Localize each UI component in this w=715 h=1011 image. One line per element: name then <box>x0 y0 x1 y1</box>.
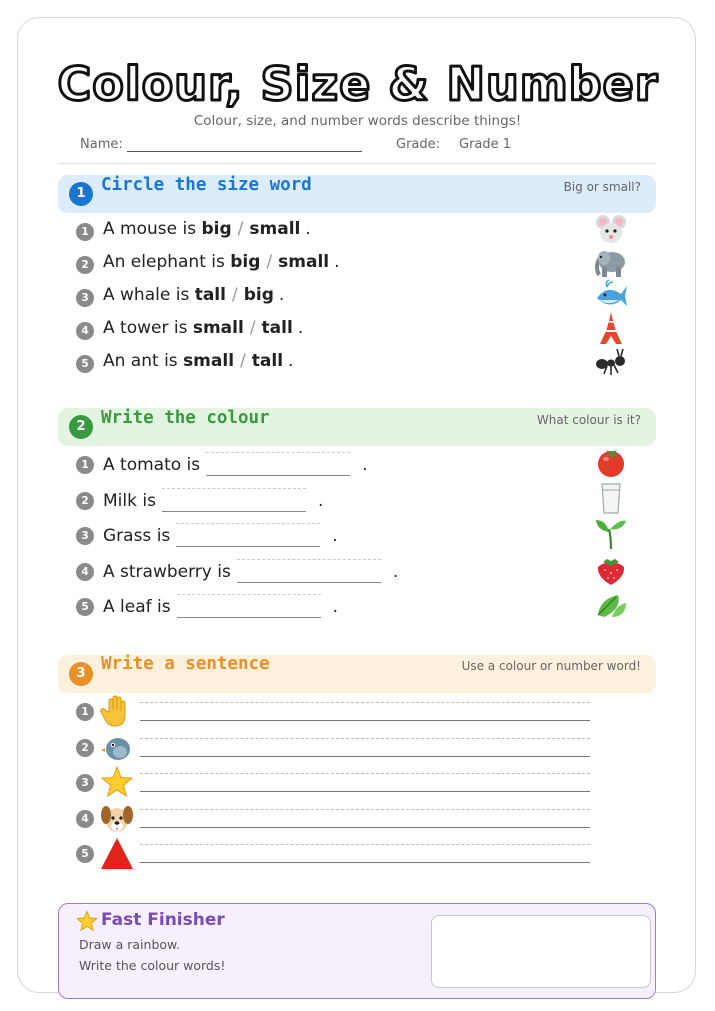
question-number: 2 <box>76 739 94 757</box>
size-option[interactable]: big <box>230 252 261 272</box>
grade-label: Grade: <box>396 137 441 152</box>
question-number: 3 <box>76 527 94 545</box>
answer-blank[interactable] <box>177 594 321 618</box>
question-prefix: An elephant is <box>103 252 225 272</box>
worksheet-title <box>0 40 715 120</box>
size-question <box>103 318 303 338</box>
tomato-icon <box>594 445 628 479</box>
size-option[interactable]: tall <box>251 351 284 371</box>
option-separator: / <box>237 219 244 239</box>
section1-hint: Big or small? <box>563 180 641 194</box>
question-number: 4 <box>76 322 94 340</box>
answer-blank[interactable] <box>237 559 381 583</box>
section3-title: Write a sentence <box>101 654 270 674</box>
question-prefix: A tower is <box>103 318 188 338</box>
question-number: 2 <box>76 492 94 510</box>
question-number: 3 <box>76 289 94 307</box>
writing-guide-line <box>140 738 590 739</box>
question-prefix: A mouse is <box>103 219 197 239</box>
question-prefix: An ant is <box>103 351 178 371</box>
section3-badge: 3 <box>69 662 93 686</box>
answer-blank[interactable] <box>206 452 350 476</box>
writing-line[interactable] <box>140 791 590 792</box>
elephant-icon <box>594 245 628 279</box>
subtitle: Colour, size, and number words describe things! <box>193 113 522 129</box>
section2-title: Write the colour <box>101 408 270 428</box>
section1-badge: 1 <box>69 182 93 206</box>
question-number: 4 <box>76 810 94 828</box>
grade-value: Grade 1 <box>459 137 512 152</box>
star-icon <box>76 910 98 932</box>
fast-finisher-line1: Draw a rainbow. <box>79 937 181 952</box>
name-field[interactable] <box>127 151 362 152</box>
section2-badge: 2 <box>69 415 93 439</box>
size-question <box>103 252 340 272</box>
title-text: Colour, Size & Number <box>57 57 659 111</box>
name-label: Name: <box>80 137 123 152</box>
sentence-end: . <box>334 252 340 272</box>
section3-hint: Use a colour or number word! <box>461 659 641 673</box>
hand-icon <box>100 694 134 728</box>
writing-line[interactable] <box>140 720 590 721</box>
writing-guide-line <box>140 844 590 845</box>
sentence-end: . <box>288 351 294 371</box>
mouse-icon <box>594 212 628 246</box>
colour-question <box>103 452 368 476</box>
size-option[interactable]: tall <box>194 285 226 305</box>
size-option[interactable]: big <box>201 219 232 239</box>
writing-line[interactable] <box>140 827 590 828</box>
size-question <box>103 219 311 239</box>
fast-finisher-line2: Write the colour words! <box>79 958 226 973</box>
question-number: 2 <box>76 256 94 274</box>
milk-icon <box>594 481 628 515</box>
question-number: 5 <box>76 355 94 373</box>
red-triangle-icon <box>100 836 134 870</box>
sentence-end: . <box>332 597 339 617</box>
colour-question <box>103 559 398 583</box>
size-option[interactable]: small <box>278 252 330 272</box>
writing-line[interactable] <box>140 862 590 863</box>
divider <box>58 163 656 164</box>
bird-icon <box>100 730 134 764</box>
question-number: 5 <box>76 598 94 616</box>
answer-blank[interactable] <box>162 488 306 512</box>
grass-icon <box>594 516 628 550</box>
question-prefix: Milk is <box>103 490 156 511</box>
strawberry-icon <box>594 552 628 586</box>
size-option[interactable]: small <box>249 219 301 239</box>
size-option[interactable]: small <box>192 318 244 338</box>
ant-icon <box>594 344 628 378</box>
question-number: 5 <box>76 845 94 863</box>
option-separator: / <box>240 351 246 371</box>
answer-blank[interactable] <box>176 523 320 547</box>
sentence-end: . <box>278 285 285 305</box>
leaf-icon <box>594 587 628 621</box>
sentence-end: . <box>392 561 399 582</box>
star-icon <box>100 765 134 799</box>
option-separator: / <box>266 252 273 272</box>
fast-finisher-title: Fast Finisher <box>101 910 225 930</box>
colour-question <box>103 523 338 547</box>
question-prefix: A tomato is <box>103 455 201 475</box>
question-prefix: Grass is <box>103 526 171 546</box>
question-number: 1 <box>76 703 94 721</box>
option-separator: / <box>231 285 238 305</box>
writing-guide-line <box>140 773 590 774</box>
colour-question <box>103 488 323 512</box>
sentence-end: . <box>332 526 338 546</box>
section1-title: Circle the size word <box>101 175 312 195</box>
question-prefix: A whale is <box>103 285 190 305</box>
question-number: 4 <box>76 563 94 581</box>
dog-icon <box>100 801 134 835</box>
question-prefix: A strawberry is <box>103 561 231 582</box>
sentence-end: . <box>362 455 368 475</box>
size-option[interactable]: small <box>183 351 235 371</box>
writing-guide-line <box>140 809 590 810</box>
writing-line[interactable] <box>140 756 590 757</box>
writing-guide-line <box>140 702 590 703</box>
sentence-end: . <box>317 490 324 511</box>
question-number: 3 <box>76 774 94 792</box>
size-question <box>103 351 293 371</box>
section2-hint: What colour is it? <box>536 413 641 427</box>
drawing-box[interactable] <box>431 915 651 988</box>
size-option[interactable]: big <box>243 285 274 305</box>
question-number: 1 <box>76 223 94 241</box>
sentence-end: . <box>305 219 311 239</box>
tower-icon <box>594 311 628 345</box>
sentence-end: . <box>297 318 304 338</box>
colour-question <box>103 594 338 618</box>
question-number: 1 <box>76 456 94 474</box>
size-option[interactable]: tall <box>261 318 293 338</box>
option-separator: / <box>249 318 256 338</box>
question-prefix: A leaf is <box>103 597 171 617</box>
size-question <box>103 285 284 305</box>
whale-icon <box>594 278 628 312</box>
